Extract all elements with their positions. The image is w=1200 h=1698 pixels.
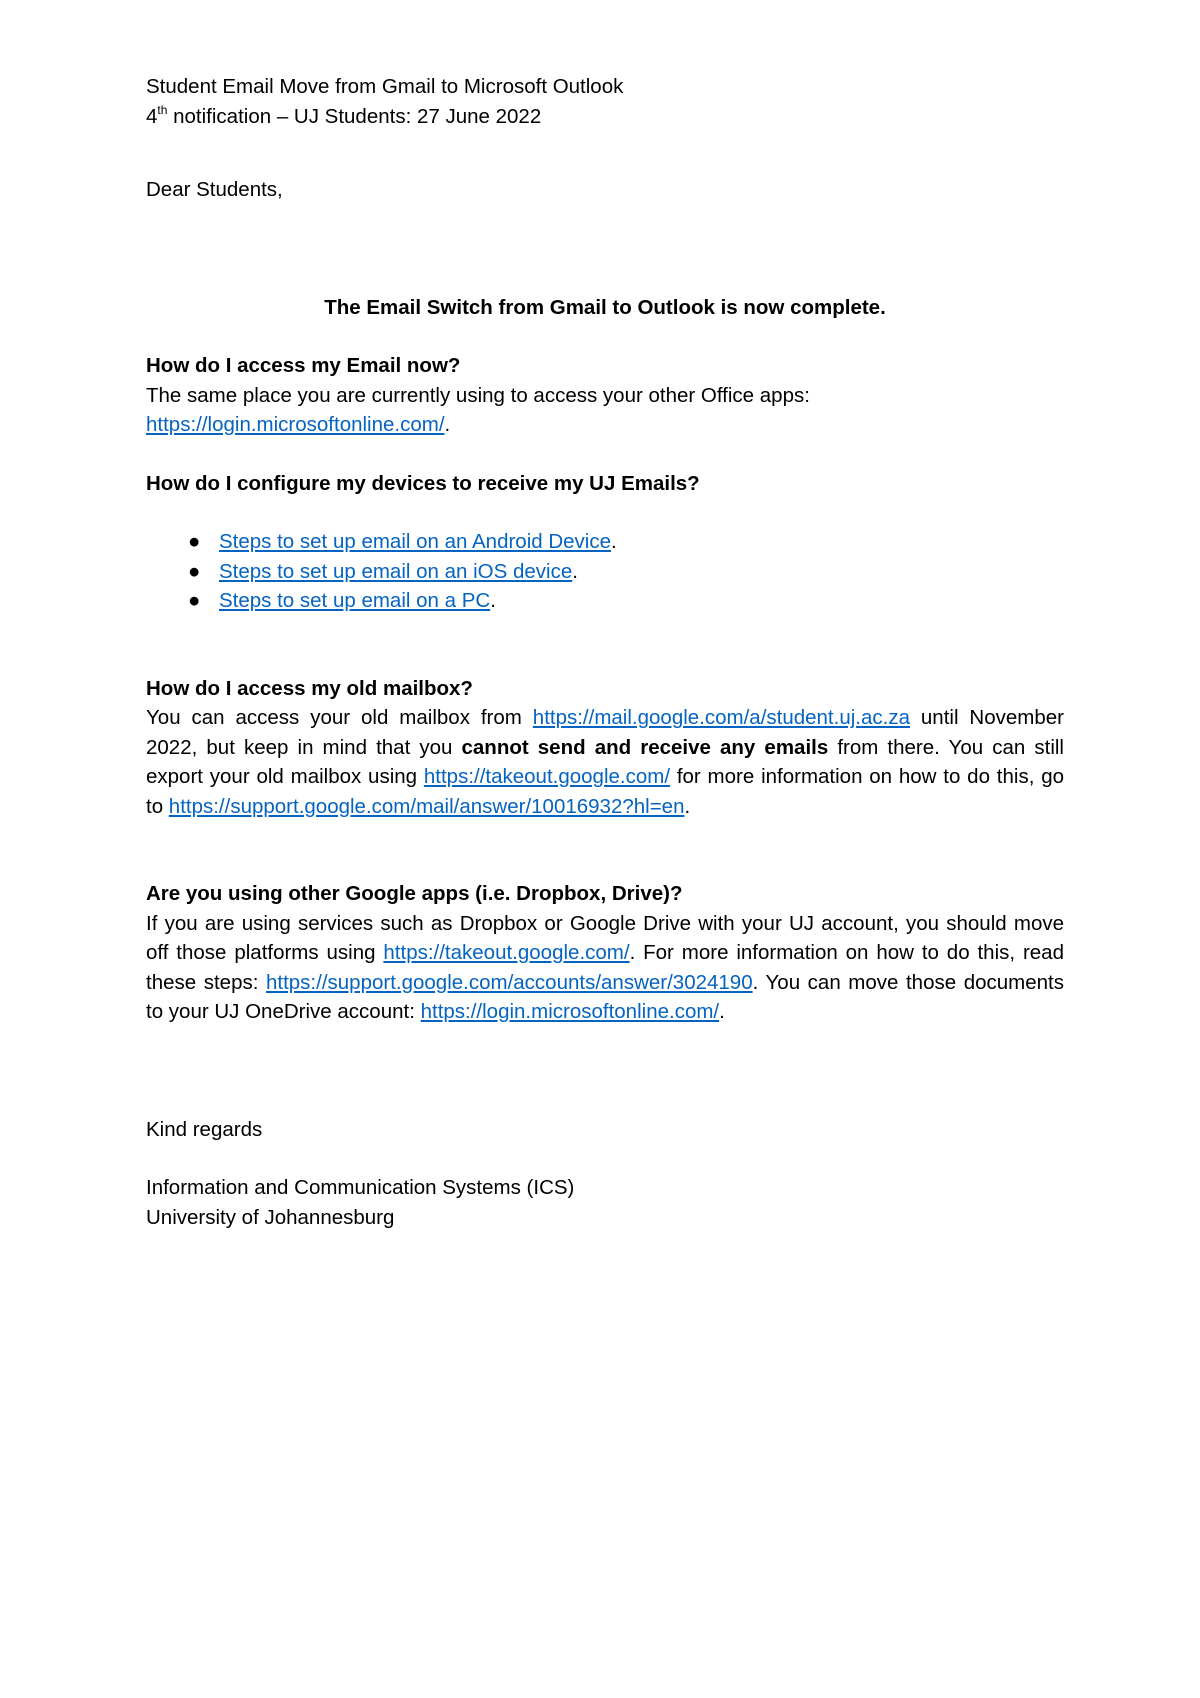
microsoft-login-link[interactable]: https://login.microsoftonline.com/ — [420, 1000, 720, 1023]
list-item — [146, 586, 1064, 616]
access-email-text: The same place you are currently using to access your other Office apps: — [146, 383, 810, 407]
gmail-support-link[interactable]: https://support.google.com/mail/answer/10016932?hl=en — [168, 794, 685, 818]
announcement: The Email Switch from Gmail to Outlook is now complete. — [324, 295, 886, 319]
bullet-icon: ● — [188, 530, 201, 553]
google-apps-paragraph — [146, 909, 1064, 1027]
list-item — [146, 557, 1064, 587]
period: . — [444, 413, 451, 436]
google-takeout-link[interactable]: https://takeout.google.com/ — [423, 765, 671, 788]
period: . — [611, 530, 617, 553]
notification-ordinal: 4 — [146, 104, 158, 128]
google-accounts-support-link[interactable]: https://support.google.com/accounts/answer/3024190 — [265, 970, 753, 994]
old-mailbox-heading: How do I access my old mailbox? — [146, 676, 473, 700]
access-email-heading: How do I access my Email now? — [146, 354, 461, 377]
text-run: from there. You can still export your old mailbox using — [146, 735, 1064, 788]
document-page — [146, 72, 1064, 1232]
list-item — [146, 527, 1064, 557]
notification-line — [146, 102, 1064, 132]
signature-department: Information and Communication Systems (ICS) — [146, 1176, 575, 1199]
emphasis-text: cannot send and receive any emails — [461, 735, 829, 759]
period: . — [490, 589, 496, 612]
bullet-icon: ● — [188, 559, 201, 583]
notification-text: notification – UJ Students: 27 June 2022 — [167, 104, 542, 128]
period: . — [684, 794, 691, 818]
text-run: . For more information on how to do this, read these steps: — [146, 941, 1064, 994]
microsoft-login-link[interactable]: https://login.microsoftonline.com/ — [146, 413, 445, 436]
text-run: . You can move those documents to your UJ OneDrive account: — [146, 970, 1064, 1023]
period: . — [572, 559, 578, 583]
google-takeout-link[interactable]: https://takeout.google.com/ — [383, 941, 630, 964]
android-setup-link[interactable]: Steps to set up email on an Android Device — [219, 530, 612, 553]
old-mailbox-paragraph — [146, 703, 1064, 821]
setup-steps-list — [146, 527, 1064, 616]
configure-heading: How do I configure my devices to receive my UJ Emails? — [146, 471, 700, 495]
period: . — [719, 1000, 725, 1023]
bullet-icon: ● — [188, 589, 201, 612]
text-run: for more information on how to do this, go to — [146, 765, 1064, 818]
signature-university: University of Johannesburg — [146, 1205, 395, 1229]
text-run: until November 2022, but keep in mind that you — [146, 706, 1064, 759]
greeting: Dear Students, — [146, 178, 283, 201]
closing: Kind regards — [146, 1117, 263, 1141]
access-email-link-line — [146, 410, 1064, 440]
notification-ordinal-suffix: th — [157, 102, 168, 117]
text-run: You can access your old mailbox from — [146, 706, 533, 729]
document-title: Student Email Move from Gmail to Microsoft Outlook — [146, 75, 624, 98]
text-run: If you are using services such as Dropbox or Google Drive with your UJ account, you should move off those platforms using — [146, 911, 1064, 964]
ios-setup-link[interactable]: Steps to set up email on an iOS device — [219, 559, 573, 583]
gmail-student-link[interactable]: https://mail.google.com/a/student.uj.ac.za — [532, 706, 910, 729]
google-apps-heading: Are you using other Google apps (i.e. Dropbox, Drive)? — [146, 882, 683, 905]
pc-setup-link[interactable]: Steps to set up email on a PC — [219, 589, 491, 612]
